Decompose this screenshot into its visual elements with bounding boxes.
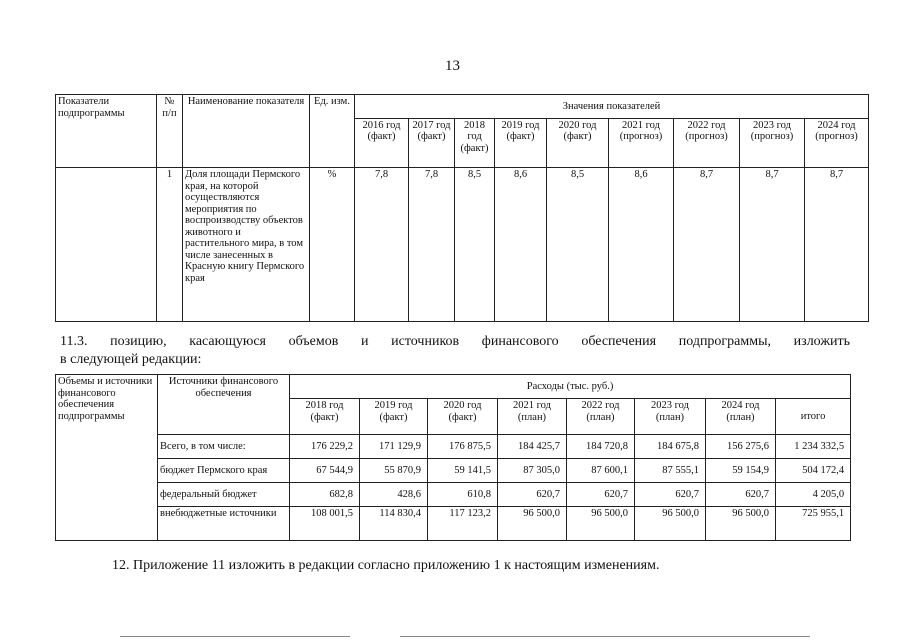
- header-name: Наименование показателя: [183, 95, 310, 168]
- indicator-value: 7,8: [355, 168, 409, 322]
- amount-cell: 156 275,6: [706, 435, 776, 459]
- amount-cell: 428,6: [360, 483, 428, 507]
- header-year: 2017 год (факт): [409, 118, 455, 167]
- amount-cell: 620,7: [498, 483, 567, 507]
- header-year: 2018 год (факт): [455, 118, 495, 167]
- header-indicators: Показатели подпрограммы: [56, 95, 157, 168]
- amount-cell: 184 675,8: [635, 435, 706, 459]
- indicator-name: Доля площади Пермского края, на которой осуществляются мероприятия по воспроизводству объектов животного и растительного мира, в том числе занесенных в Красную книгу Пермского края: [183, 168, 310, 322]
- paragraph-12: 12. Приложение 11 изложить в редакции согласно приложению 1 к настоящим изменениям.: [112, 558, 660, 573]
- header-year: 2023 год (прогноз): [740, 118, 805, 167]
- indicator-value: 8,5: [455, 168, 495, 322]
- source-label: Всего, в том числе:: [158, 435, 290, 459]
- amount-cell: 87 600,1: [567, 459, 635, 483]
- indicator-value: 8,6: [609, 168, 674, 322]
- amount-cell: 59 141,5: [428, 459, 498, 483]
- header-total: итого: [776, 399, 851, 435]
- paragraph-11-3-continued: в следующей редакции:: [60, 352, 202, 367]
- source-label: федеральный бюджет: [158, 483, 290, 507]
- amount-cell: 610,8: [428, 483, 498, 507]
- header-expenses: Расходы (тыс. руб.): [290, 375, 851, 399]
- amount-cell: 87 305,0: [498, 459, 567, 483]
- amount-cell: 108 001,5: [290, 507, 360, 541]
- amount-cell: 504 172,4: [776, 459, 851, 483]
- amount-cell: 114 830,4: [360, 507, 428, 541]
- header-year: 2020 год (факт): [428, 399, 498, 435]
- indicator-value: 8,7: [805, 168, 869, 322]
- page-number: 13: [445, 58, 460, 74]
- indicator-value: 8,7: [674, 168, 740, 322]
- amount-cell: 620,7: [706, 483, 776, 507]
- amount-cell: 96 500,0: [635, 507, 706, 541]
- amount-cell: 87 555,1: [635, 459, 706, 483]
- header-unit: Ед. изм.: [310, 95, 355, 168]
- header-year: 2021 год (прогноз): [609, 118, 674, 167]
- amount-cell: 4 205,0: [776, 483, 851, 507]
- amount-cell: 96 500,0: [567, 507, 635, 541]
- financing-table: [55, 374, 851, 541]
- header-year: 2018 год (факт): [290, 399, 360, 435]
- indicators-table: [55, 94, 869, 322]
- scan-artifact-line: [120, 636, 350, 637]
- amount-cell: 96 500,0: [498, 507, 567, 541]
- header-values: Значения показателей: [355, 95, 869, 119]
- header-year: 2022 год (план): [567, 399, 635, 435]
- row-number: 1: [157, 168, 183, 322]
- header-year: 2016 год (факт): [355, 118, 409, 167]
- source-label: внебюджетные источники: [158, 507, 290, 541]
- amount-cell: 67 544,9: [290, 459, 360, 483]
- source-label: бюджет Пермского края: [158, 459, 290, 483]
- header-financing-volumes: Объемы и источники финансового обеспечения подпрограммы: [56, 375, 158, 541]
- indicator-value: 8,6: [495, 168, 547, 322]
- amount-cell: 96 500,0: [706, 507, 776, 541]
- amount-cell: 55 870,9: [360, 459, 428, 483]
- header-year: 2023 год (план): [635, 399, 706, 435]
- amount-cell: 184 720,8: [567, 435, 635, 459]
- indicator-unit: %: [310, 168, 355, 322]
- amount-cell: 184 425,7: [498, 435, 567, 459]
- paragraph-11-3: 11.3. позицию, касающуюся объемов и источников финансового обеспечения подпрограммы, изложить: [60, 334, 850, 349]
- amount-cell: 620,7: [635, 483, 706, 507]
- amount-cell: 682,8: [290, 483, 360, 507]
- amount-cell: 59 154,9: [706, 459, 776, 483]
- amount-cell: 176 875,5: [428, 435, 498, 459]
- header-year: 2024 год (прогноз): [805, 118, 869, 167]
- indicator-value: 8,7: [740, 168, 805, 322]
- amount-cell: 1 234 332,5: [776, 435, 851, 459]
- amount-cell: 620,7: [567, 483, 635, 507]
- amount-cell: 176 229,2: [290, 435, 360, 459]
- amount-cell: 725 955,1: [776, 507, 851, 541]
- amount-cell: 117 123,2: [428, 507, 498, 541]
- amount-cell: 171 129,9: [360, 435, 428, 459]
- header-year: 2021 год (план): [498, 399, 567, 435]
- header-year: 2019 год (факт): [495, 118, 547, 167]
- header-year: 2019 год (факт): [360, 399, 428, 435]
- header-year: 2022 год (прогноз): [674, 118, 740, 167]
- header-sources: Источники финансового обеспечения: [158, 375, 290, 435]
- indicator-value: 8,5: [547, 168, 609, 322]
- indicator-value: 7,8: [409, 168, 455, 322]
- scan-artifact-line: [400, 636, 810, 637]
- header-year: 2020 год (факт): [547, 118, 609, 167]
- empty-cell: [56, 168, 157, 322]
- header-year: 2024 год (план): [706, 399, 776, 435]
- header-number: № п/п: [157, 95, 183, 168]
